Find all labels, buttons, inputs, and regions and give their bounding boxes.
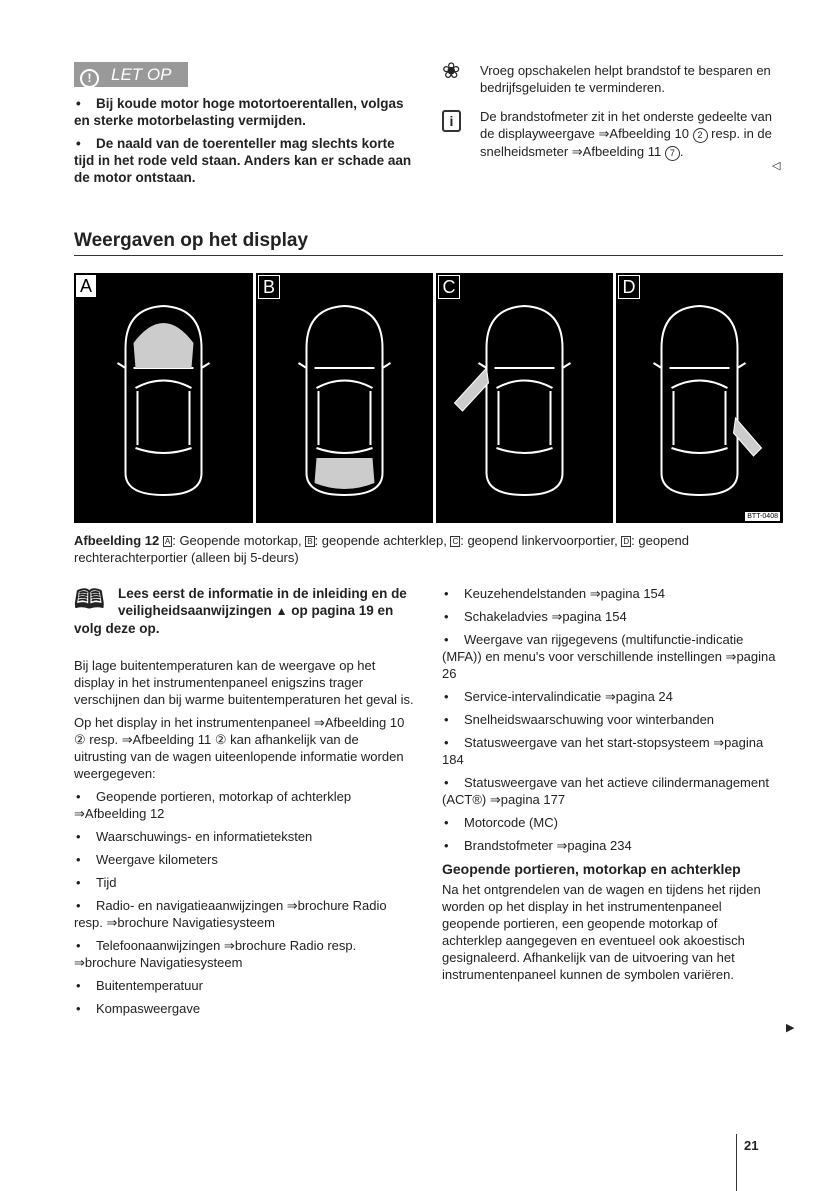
list-item: • Motorcode (MC) [442,814,778,831]
info-text: De brandstofmeter zit in het onderste gedeelte van de displayweergave ⇒Afbeelding 10 [480,109,772,141]
warning-item: • De naald van de toerenteller mag slechts korte tijd in het rode veld staan. Anders kan er schade aan de motor ontstaan. [74,135,414,186]
read-first-text: Lees eerst de informatie in de inleiding en de veiligheidsaanwijzingen [118,586,407,618]
car-top-view-icon [616,273,783,523]
warning-header [74,62,188,87]
list-item: • Weergave kilometers [74,851,414,868]
warning-list [74,95,414,192]
info-icon: i [442,110,461,132]
left-column [74,585,414,1023]
subheading: Geopende portieren, motorkap en achterklep [442,861,741,877]
caption-text: : geopend rechterachterportier (alleen bij 5-deurs) [74,533,689,565]
panel-label: A [76,275,96,297]
page-number: 21 [744,1138,759,1153]
info-text-2: resp. in de snelheidsmeter ⇒Afbeelding 11 [480,126,772,159]
panel-key: A [164,537,171,546]
display-panel-c [436,273,613,523]
exclamation-icon: ! [80,69,99,88]
divider [74,255,783,256]
eco-tip [442,58,782,96]
caption-text: : Geopende motorkap, [172,533,306,548]
back-triangle-icon: ◁ [772,160,781,172]
read-first-note [74,585,414,637]
list-item: • Kompasweergave [74,1000,414,1017]
callout-number: 7 [665,146,680,161]
list-item: • Schakeladvies ⇒pagina 154 [442,608,778,625]
book-icon: 🕮 [74,584,105,614]
panel-key: C [452,537,459,546]
panel-label: C [438,275,460,299]
flower-icon: ❀ [442,58,461,83]
list-item: • Weergave van rijgegevens (multifunctie-indicatie (MFA)) en menu's voor verschillende instellingen ⇒pagina 26 [442,631,778,682]
figure-caption [74,532,784,566]
list-item: • Brandstofmeter ⇒pagina 234 [442,837,778,854]
car-top-view-icon [436,273,613,523]
page-bar [736,1134,737,1191]
info-list [442,585,778,854]
display-panel-d [616,273,783,523]
panel-key: B [307,537,313,546]
figure-code: BTT-0408 [747,513,778,520]
panel-key: D [623,537,630,546]
display-panel-b [256,273,433,523]
list-item: • Statusweergave van het start-stopsysteem ⇒pagina 184 [442,734,778,768]
list-item: • Waarschuwings- en informatieteksten [74,828,414,845]
list-item: • Radio- en navigatieaanwijzingen ⇒brochure Radio resp. ⇒brochure Navigatiesysteem [74,897,414,931]
caption-text: : geopende achterklep, [314,533,451,548]
list-item: • Statusweergave van het actieve cilindermanagement (ACT®) ⇒pagina 177 [442,774,778,808]
caption-text: : geopend linkervoorportier, [460,533,622,548]
list-item: • Snelheidswaarschuwing voor winterbanden [442,711,778,728]
caption-label: Afbeelding 12 [74,533,160,548]
panel-label: B [258,275,280,299]
display-panel-a [74,273,253,523]
warning-item: • Bij koude motor hoge motortoerentallen, volgas en sterke motorbelasting vermijden. [74,95,414,129]
right-column [442,585,778,989]
list-item: • Telefoonaanwijzingen ⇒brochure Radio resp. ⇒brochure Navigatiesysteem [74,937,414,971]
list-item: • Buitentemperatuur [74,977,414,994]
continue-triangle-icon: ▶ [786,1022,795,1034]
paragraph: Op het display in het instrumentenpaneel ⇒Afbeelding 10 ② resp. ⇒Afbeelding 11 ② kan afhankelijk van de uitrusting van de wagen uiteenlopende informatie worden weergegeven: [74,715,405,781]
car-top-view-icon [256,273,433,523]
panel-label: D [618,275,640,299]
paragraph: Na het ontgrendelen van de wagen en tijdens het rijden worden op het display in het instrumentenpaneel geopende portieren, een geopende motorkap of achterklep aangegeven en eventueel ook akoestisch gesignaleerd. Afhankelijk van de uitvoering van het instrumentenpaneel kunnen de symbolen variëren. [442,882,761,982]
paragraph: Bij lage buitentemperaturen kan de weergave op het display in het instrumentenpaneel enigszins trager verschijnen dan bij warme buitentemperaturen het geval is. [74,658,414,707]
section-title: Weergaven op het display [74,230,309,251]
list-item: • Tijd [74,874,414,891]
car-top-view-icon [74,273,253,523]
warning-triangle-icon: ▲ [275,604,288,618]
eco-tip-text: Vroeg opschakelen helpt brandstof te besparen en bedrijfsgeluiden te verminderen. [480,63,771,95]
callout-number: 2 [693,128,708,143]
list-item: • Geopende portieren, motorkap of achterklep ⇒Afbeelding 12 [74,788,414,822]
info-tip: i De brandstofmeter zit in het onderste gedeelte van de displayweergave ⇒Afbeelding 10 2 resp. in de snelheidsmeter ⇒Afbeelding 11 7 . ◁ [442,108,782,161]
warning-title: LET OP [111,65,172,84]
info-list [74,788,414,1017]
read-first-end: op pagina 19 en volg deze op. [74,603,394,636]
list-item: • Service-intervalindicatie ⇒pagina 24 [442,688,778,705]
list-item: • Keuzehendelstanden ⇒pagina 154 [442,585,778,602]
